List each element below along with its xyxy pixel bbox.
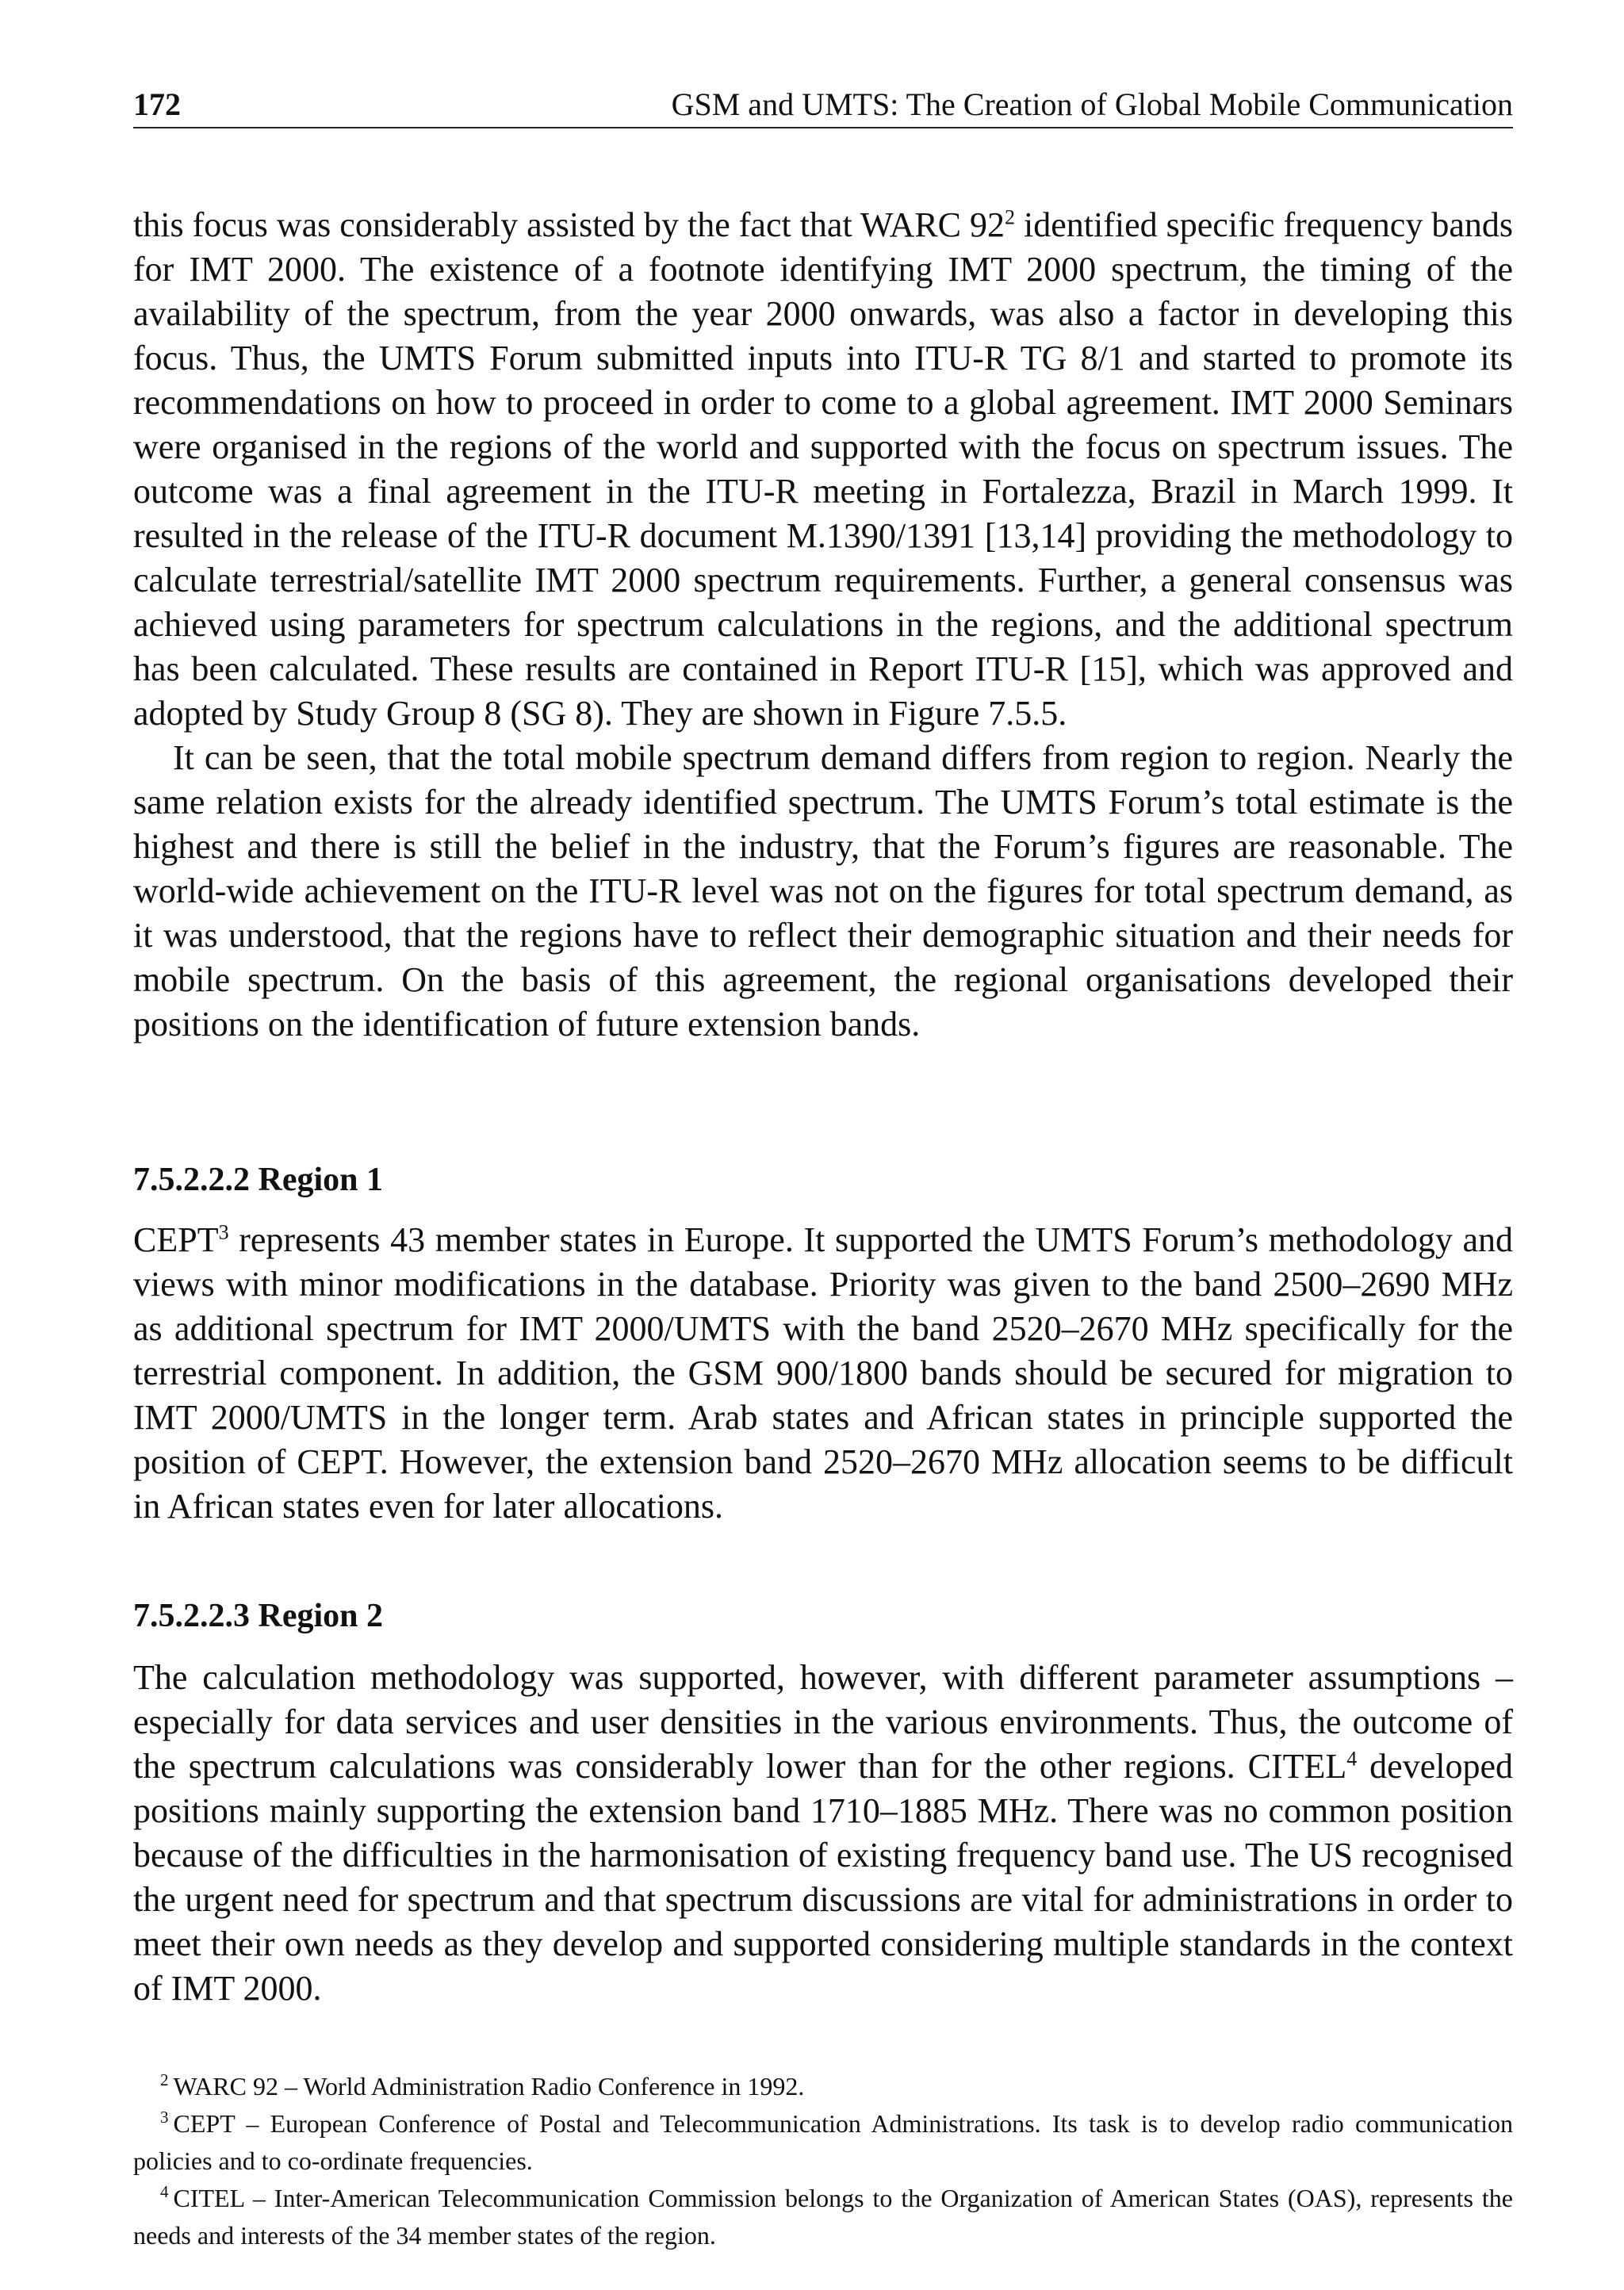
footnote: $^2$ WARC 92 – World Administration Radio Conference in 1992. (160, 2070, 805, 2100)
region-1-text (133, 1218, 1513, 1529)
footnotes (133, 2068, 1513, 2254)
page-number: 172 (133, 86, 181, 122)
paragraph: It can be seen, that the total mobile spectrum demand differs from region to region. Nearly the same relation exists for the already identified spectrum. The UMTS Forum’s total estimate is the highest and there is still the belief in the industry, that the Forum’s figures are reasonable. The world-wide achievement on the ITU-R level was not on the figures for total spectrum demand, as it was understood, that the regions have to reflect their demographic situation and their needs for mobile spectrum. On the basis of this agreement, the regional organisations developed their positions on the identification of future extension bands. (133, 738, 1513, 1044)
paragraph: this focus was considerably assisted by the fact that WARC $92^2$ identified specific frequency bands for IMT 2000. The existence of a footnote identifying IMT 2000 spectrum, the timing of the availability of the spectrum, from the year 2000 onwards, was also a factor in developing this focus. Thus, the UMTS Forum submitted inputs into ITU-R TG 8/1 and started to promote its recommendations on how to proceed in order to come to a global agreement. IMT 2000 Seminars were organised in the regions of the world and supported with the focus on spectrum issues. The outcome was a final agreement in the ITU-R meeting in Fortalezza, Brazil in March 1999. It resulted in the release of the ITU-R document M.1390/1391 [13,14] providing the methodology to calculate terrestrial/satellite IMT 2000 spectrum requirements. Further, a general consensus was achieved using parameters for spectrum calculations in the regions, and the additional spectrum has been calculated. These results are contained in Report ITU-R [15], which was approved and adopted by Study Group 8 (SG 8). They are shown in Figure 7.5.5. (133, 205, 1513, 733)
paragraph: CEPT$^3$ represents 43 member states in Europe. It supported the UMTS Forum’s methodology and views with minor modifications in the database. Priority was given to the band 2500–2690 MHz as additional spectrum for IMT 2000/UMTS with the band 2520–2670 MHz specifically for the terrestrial component. In addition, the GSM 900/1800 bands should be secured for migration to IMT 2000/UMTS in the longer term. Arab states and African states in principle supported the position of CEPT. However, the extension band 2520–2670 MHz allocation seems to be difficult in African states even for later allocations. (133, 1220, 1513, 1526)
intro-text (133, 203, 1513, 1047)
footnote-ref: 2 (1005, 205, 1016, 229)
footnote-ref: 4 (1346, 1747, 1358, 1771)
paragraph: The calculation methodology was supported, however, with different parameter assumptions – especially for data services and user densities in the various environments. Thus, the outcome of the spectrum calculations was considerably lower than for the other regions. CITEL$^4$ developed positions mainly supporting the extension band 1710–1885 MHz. There was no common position because of the difficulties in the harmonisation of existing frequency band use. The US recognised the urgent need for spectrum and that spectrum discussions are vital for administrations in order to meet their own needs as they develop and supported considering multiple standards in the context of IMT 2000. (133, 1658, 1513, 2008)
footnote: $^4$ CITEL – Inter-American Telecommunication Commission belongs to the Organization of American States (OAS), represents the needs and interests of the 34 member states of the region. (133, 2182, 1513, 2250)
section-heading-region-2: 7.5.2.2.3 Region 2 (133, 1598, 383, 1634)
running-header (133, 82, 1513, 128)
footnote-ref: 3 (218, 1220, 229, 1244)
region-2-text (133, 1656, 1513, 2011)
section-heading-region-1: 7.5.2.2.2 Region 1 (133, 1162, 383, 1198)
footnote: $^3$ CEPT – European Conference of Postal and Telecommunication Administrations. Its task is to develop radio communication policies and to co-ordinate frequencies. (133, 2108, 1513, 2175)
running-title: GSM and UMTS: The Creation of Global Mobile Communication (671, 86, 1513, 122)
